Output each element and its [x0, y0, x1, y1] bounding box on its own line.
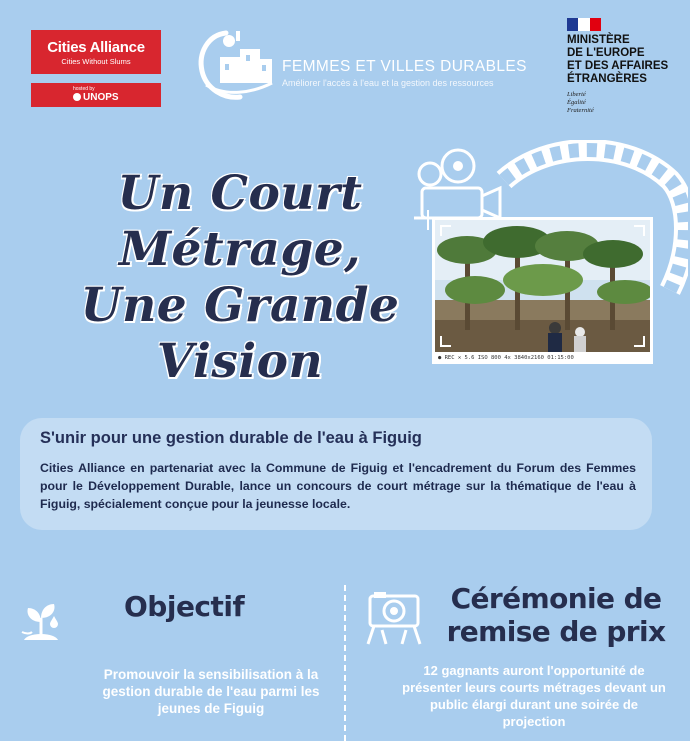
- objectif-text: Promouvoir la sensibilisation à la gestion durable de l'eau parmi les jeunes de Figuig: [102, 667, 320, 716]
- info-body: Cities Alliance en partenariat avec la Commune de Figuig et l'encadrement du Forum des Femmes pour le Développement Durable, lance un concours de court métrage sur la thématique de l'eau à Figuig, spécialement conçue pour la jeunesse locale.: [40, 461, 636, 511]
- cities-alliance-name: Cities Alliance: [47, 39, 145, 56]
- un-emblem-icon: [73, 93, 81, 101]
- ceremonie-text: 12 gagnants auront l'opportunité de présenter leurs courts métrages devant un public élargi durant une soirée de projection: [402, 663, 666, 729]
- hero-title: [40, 166, 440, 390]
- cities-alliance-tagline: Cities Without Slums: [61, 57, 131, 66]
- femmes-villes-title: FEMMES ET VILLES DURABLES: [282, 58, 527, 75]
- femmes-villes-subtitle: Améliorer l'accès à l'eau et la gestion des ressources: [282, 78, 494, 88]
- hero-title-line: Une Grande: [80, 278, 400, 333]
- ministere-motto: [567, 91, 594, 115]
- unops-logo: [31, 83, 161, 107]
- plant-water-icon: [18, 596, 64, 644]
- hero-title-line: Vision: [156, 334, 324, 389]
- section-divider: [344, 585, 346, 741]
- rec-overlay: ● REC ✕ 5.6 ISO 800 4x 3840x2160 01:15:00: [432, 352, 653, 364]
- hero-title-line: Métrage,: [119, 222, 361, 277]
- motto-line: Égalité: [567, 99, 586, 106]
- ministere-name: [567, 34, 668, 86]
- ceremonie-title: Cérémonie de remise de prix: [446, 582, 666, 648]
- ministere-line: ÉTRANGÈRES: [567, 73, 647, 85]
- info-title: S'unir pour une gestion durable de l'eau à Figuig: [40, 429, 422, 447]
- ministere-line: MINISTÈRE: [567, 34, 630, 46]
- objectif-title: Objectif: [124, 590, 245, 623]
- photographer-icon: [364, 590, 424, 646]
- hosted-by-label: hosted by: [73, 86, 95, 92]
- french-flag-icon: [567, 18, 601, 31]
- ministere-line: DE L'EUROPE: [567, 47, 645, 59]
- femmes-villes-logo-icon: [196, 27, 276, 103]
- oasis-photo: [432, 217, 653, 355]
- motto-line: Liberté: [567, 91, 586, 98]
- unops-name: UNOPS: [83, 92, 119, 103]
- hero-title-line: Un Court: [117, 166, 363, 221]
- ministere-line: ET DES AFFAIRES: [567, 60, 669, 72]
- motto-line: Fraternité: [567, 107, 594, 114]
- palm-grove-image: [435, 220, 650, 352]
- cities-alliance-logo: [31, 30, 161, 74]
